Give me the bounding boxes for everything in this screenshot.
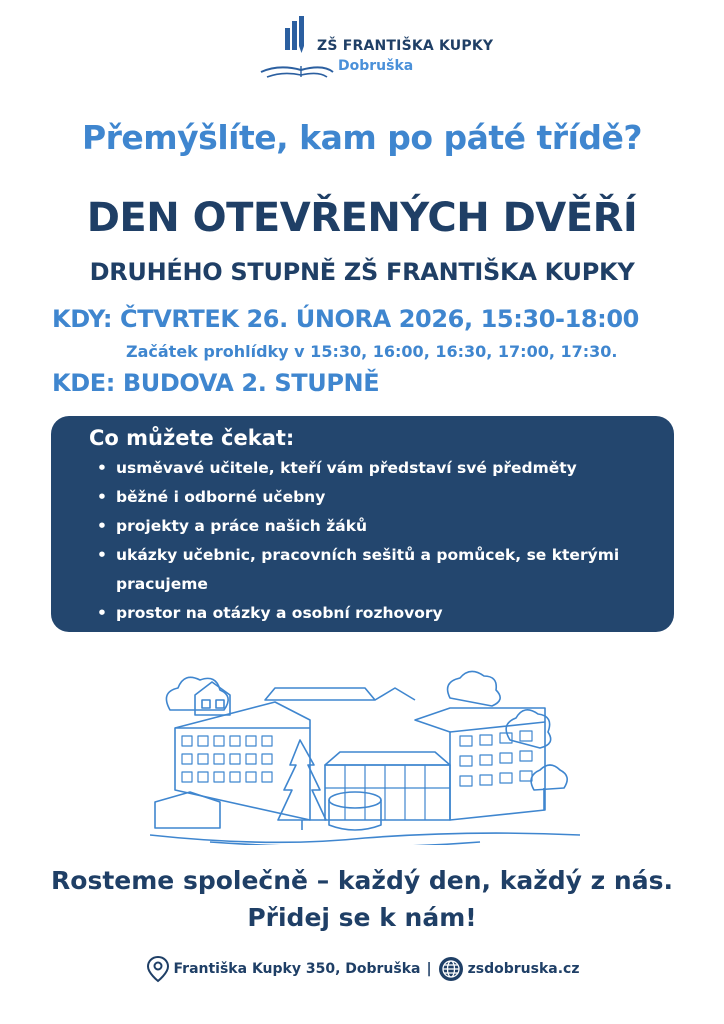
footer <box>0 955 724 983</box>
event-title: DEN OTEVŘENÝCH DVĚŘÍ <box>86 195 638 241</box>
globe-icon <box>438 956 464 982</box>
slogan: Rosteme společně – každý den, každý z nás. <box>51 866 673 895</box>
list-item: • běžné i odborné učebny <box>97 483 657 512</box>
footer-separator: | <box>426 961 432 977</box>
school-building-illustration <box>150 670 580 845</box>
expect-heading: Co můžete čekat: <box>89 426 295 450</box>
event-subtitle: DRUHÉHO STUPNĚ ZŠ FRANTIŠKA KUPKY <box>89 258 635 286</box>
expect-box <box>51 416 674 632</box>
website-link[interactable]: zsdobruska.cz <box>467 961 580 977</box>
footer-address: Františka Kupky 350, Dobruška <box>173 961 421 977</box>
list-item: • usměvavé učitele, kteří vám představí své předměty <box>97 454 657 483</box>
tour-times: Začátek prohlídky v 15:30, 16:00, 16:30, 17:00, 17:30. <box>126 342 618 361</box>
list-item: • projekty a práce našich žáků <box>97 512 657 541</box>
list-item: • ukázky učebnic, pracovních sešitů a pomůcek, se kterými pracujeme <box>97 541 657 599</box>
list-item: • prostor na otázky a osobní rozhovory <box>97 599 657 628</box>
event-where: KDE: BUDOVA 2. STUPNĚ <box>52 369 380 397</box>
join-call: Přidej se k nám! <box>247 903 477 932</box>
question-headline: Přemýšlíte, kam po páté třídě? <box>81 118 643 157</box>
logo-city-name: Dobruška <box>338 58 414 74</box>
event-when: KDY: ČTVRTEK 26. ÚNORA 2026, 15:30-18:00 <box>52 305 639 333</box>
location-pin-icon <box>145 955 171 983</box>
expect-list <box>97 454 657 628</box>
logo-school-name: ZŠ FRANTIŠKA KUPKY <box>317 38 494 54</box>
